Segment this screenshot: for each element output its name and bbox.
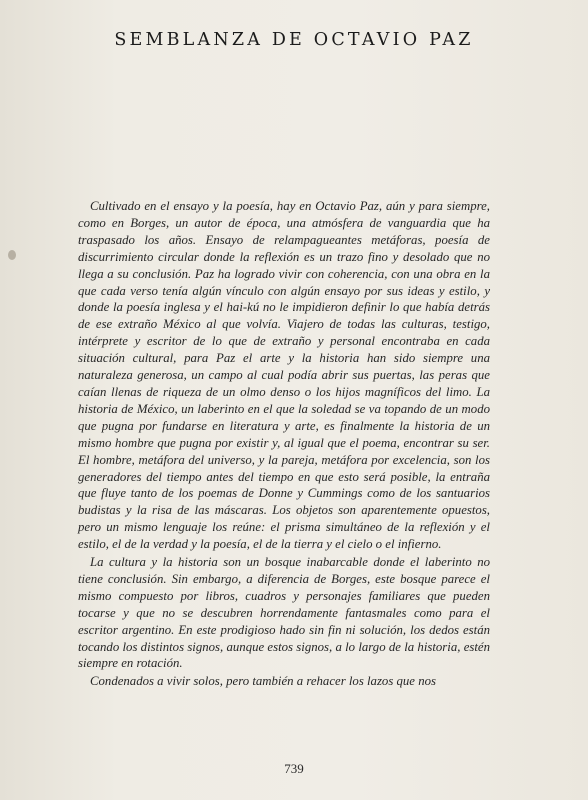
paragraph-2: La cultura y la historia son un bosque inabarcable donde el laberinto no tiene conclusión. Sin embargo, a diferencia de Borges, este bosque parece el mismo compuesto por libros, cuadros y personajes familiares que pueden tocarse y que no se descubren horrendamente fantasmales como para el escritor argentino. En este prodigioso hado sin fin ni solución, los dedos están tocando los distintos signos, aunque estos signos, a lo largo de la historia, estén siempre en rotación. bbox=[78, 555, 490, 671]
paragraph-3: Condenados a vivir solos, pero también a rehacer los lazos que nos bbox=[90, 674, 436, 689]
page-number: 739 bbox=[284, 761, 304, 776]
body-text bbox=[78, 198, 490, 690]
paper-stain bbox=[8, 250, 16, 260]
paragraph-1: Cultivado en el ensayo y la poesía, hay en Octavio Paz, aún y para siempre, como en Borges, un autor de época, una atmósfera de vanguardia que ha traspasado los años. Ensayo de relampagueantes metáforas, poesía de discurrimiento circular donde la reflexión es un trazo fino y desolado que no llega a su conclusión. Paz ha logrado vivir con coherencia, con una obra en la que cada verso tenía algún vínculo con algún ensayo por sus ideas y estilo, y donde la poesía inglesa y el hai-kú no le impidieron definir lo que había detrás de ese extraño México al que volvía. Viajero de todas las culturas, testigo, intérprete y escritor de lo que de extraño y personal encontraba en cada situación cultural, para Paz el arte y la historia han sido siempre una naturaleza generosa, un campo al cual podía abrir sus puertas, las peras que caían llenas de riqueza de un olmo denso o los hijos magníficos del limo. La historia de México, un laberinto en el que la soledad se va topando de un modo que pugna por fundarse en literatura y arte, es finalmente la historia de un mismo hombre que pugna por existir y, al igual que el poema, encontrar su ser. El hombre, metáfora del universo, y la pareja, metáfora por excelencia, son los generadores del tiempo antes del tiempo en que esto será posible, la entraña que fluye tanto de los poemas de Donne y Cummings como de los santuarios budistas y la risa de las máscaras. Los objetos son aparentemente opuestos, pero un mismo lenguaje los reúne: el prisma simultáneo de la reflexión y el estilo, el de la verdad y la poesía, el de la tierra y el cielo o el infierno. bbox=[78, 199, 490, 552]
page-title: SEMBLANZA DE OCTAVIO PAZ bbox=[114, 30, 474, 50]
